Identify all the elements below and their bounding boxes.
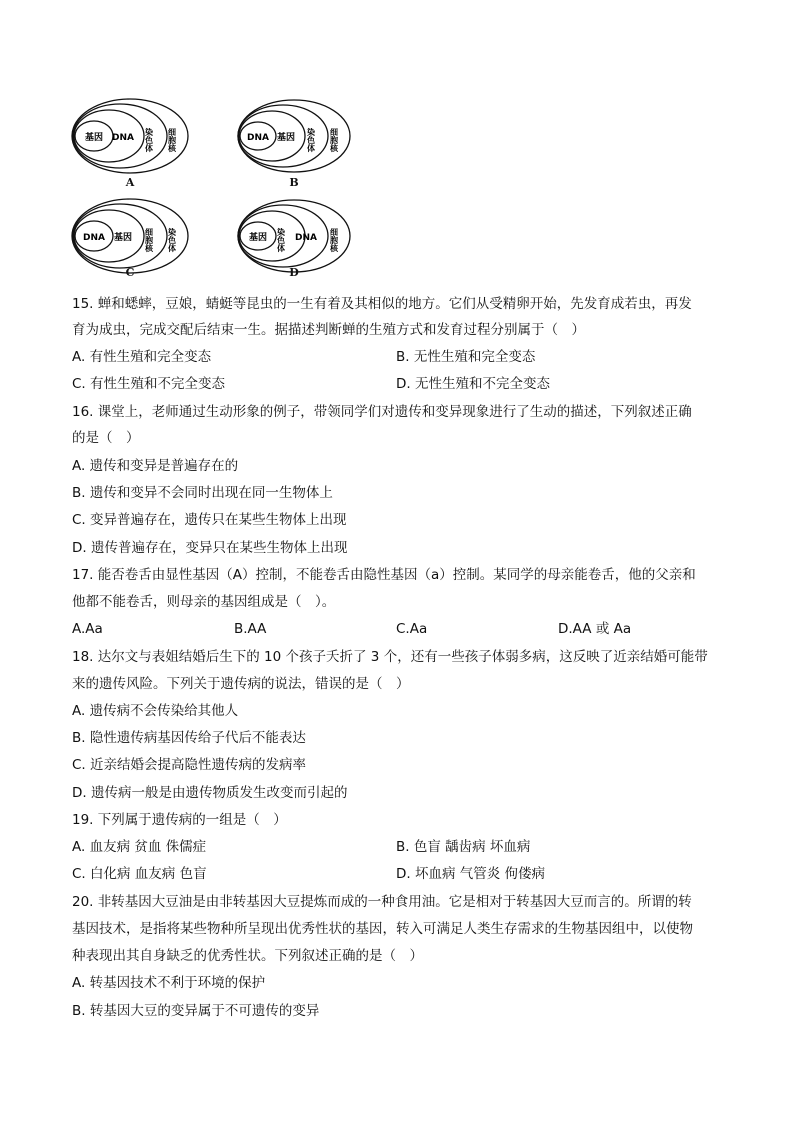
- panel-d-label-1: 基因: [248, 233, 268, 243]
- panel-c-label-3: 细胞核: [144, 228, 154, 252]
- panel-d-label-2: 染色体: [276, 228, 286, 252]
- q15-option-c[interactable]: C. 有性生殖和不完全变态: [72, 376, 226, 392]
- q19-option-b[interactable]: B. 色盲 龋齿病 坏血病: [396, 839, 531, 855]
- panel-a-label-3: 染色体: [144, 128, 154, 152]
- q15-option-d[interactable]: D. 无性生殖和不完全变态: [396, 376, 550, 392]
- panel-b-caption: B: [289, 176, 299, 189]
- q17-stem-line-1: 17. 能否卷舌由显性基因（A）控制，不能卷舌由隐性基因（a）控制。某同学的母亲能卷舌，他的父亲和: [72, 567, 696, 583]
- q16-option-b[interactable]: B. 遗传和变异不会同时出现在同一生物体上: [72, 485, 333, 501]
- q16-option-d[interactable]: D. 遗传普遍存在，变异只在某些生物体上出现: [72, 540, 348, 556]
- q19-option-d[interactable]: D. 坏血病 气管炎 佝偻病: [396, 866, 546, 882]
- q15-stem-line-2: 育为成虫，完成交配后结束一生。据描述判断蝉的生殖方式和发育过程分别属于（ ）: [72, 322, 585, 338]
- q17-option-d[interactable]: D.AA 或 Aa: [558, 621, 632, 637]
- panel-a-diagram: [70, 96, 190, 178]
- q15-option-a[interactable]: A. 有性生殖和完全变态: [72, 349, 212, 365]
- panel-a-caption: A: [125, 176, 135, 189]
- panel-d-label-4: 细胞核: [329, 228, 339, 252]
- q20-stem-line-1: 20. 非转基因大豆油是由非转基因大豆提炼而成的一种食用油。它是相对于转基因大豆而言的。所谓的转: [72, 894, 692, 910]
- panel-b-label-4: 细胞核: [329, 128, 339, 152]
- panel-b-label-2: 基因: [276, 133, 296, 143]
- panel-a-label-1: 基因: [84, 133, 104, 143]
- q19-option-a[interactable]: A. 血友病 贫血 侏儒症: [72, 839, 207, 855]
- q18-option-a[interactable]: A. 遗传病不会传染给其他人: [72, 703, 239, 719]
- panel-d-caption: D: [289, 266, 299, 279]
- q18-option-d[interactable]: D. 遗传病一般是由遗传物质发生改变而引起的: [72, 785, 348, 801]
- q16-option-a[interactable]: A. 遗传和变异是普遍存在的: [72, 458, 239, 474]
- panel-b-label-3: 染色体: [306, 128, 316, 152]
- q16-stem-line-1: 16. 课堂上，老师通过生动形象的例子，带领同学们对遗传和变异现象进行了生动的描述，下列叙述正确: [72, 404, 692, 420]
- q20-option-a[interactable]: A. 转基因技术不利于环境的保护: [72, 975, 266, 991]
- q17-option-b[interactable]: B.AA: [234, 621, 267, 637]
- panel-c-caption: C: [125, 266, 135, 279]
- q19-stem-line-1: 19. 下列属于遗传病的一组是（ ）: [72, 812, 287, 828]
- q20-option-b[interactable]: B. 转基因大豆的变异属于不可遗传的变异: [72, 1003, 320, 1019]
- nested-oval-figure: [70, 96, 360, 281]
- q16-stem-line-2: 的是（ ）: [72, 430, 140, 446]
- panel-c-label-2: 基因: [113, 233, 133, 243]
- q18-option-b[interactable]: B. 隐性遗传病基因传给子代后不能表达: [72, 730, 306, 746]
- panel-b-label-1: DNA: [247, 133, 269, 143]
- q18-option-c[interactable]: C. 近亲结婚会提高隐性遗传病的发病率: [72, 757, 307, 773]
- panel-b-diagram: [234, 96, 354, 178]
- q17-option-a[interactable]: A.Aa: [72, 621, 103, 637]
- q19-option-c[interactable]: C. 白化病 血友病 色盲: [72, 866, 207, 882]
- q16-option-c[interactable]: C. 变异普遍存在，遗传只在某些生物体上出现: [72, 512, 347, 528]
- q20-stem-line-2: 基因技术，是指将某些物种所呈现出优秀性状的基因，转入可满足人类生存需求的生物基因组中，以使物: [72, 921, 693, 937]
- q18-stem-line-2: 来的遗传风险。下列关于遗传病的说法，错误的是（ ）: [72, 676, 410, 692]
- panel-d-label-3: DNA: [295, 233, 317, 243]
- q15-option-b[interactable]: B. 无性生殖和完全变态: [396, 349, 536, 365]
- q17-option-c[interactable]: C.Aa: [396, 621, 428, 637]
- panel-a-label-4: 细胞核: [167, 128, 177, 152]
- panel-c-label-4: 染色体: [167, 228, 177, 252]
- panel-a-label-2: DNA: [112, 133, 134, 143]
- q17-stem-line-2: 他都不能卷舌，则母亲的基因组成是（ ）。: [72, 594, 336, 610]
- q18-stem-line-1: 18. 达尔文与表姐结婚后生下的 10 个孩子夭折了 3 个，还有一些孩子体弱多病，这反映了近亲结婚可能带: [72, 649, 708, 665]
- panel-c-label-1: DNA: [83, 233, 105, 243]
- q15-stem-line-1: 15. 蝉和蟋蟀，豆娘，蜻蜓等昆虫的一生有着及其相似的地方。它们从受精卵开始，先发育成若虫，再发: [72, 296, 692, 312]
- q20-stem-line-3: 种表现出其自身缺乏的优秀性状。下列叙述正确的是（ ）: [72, 948, 423, 964]
